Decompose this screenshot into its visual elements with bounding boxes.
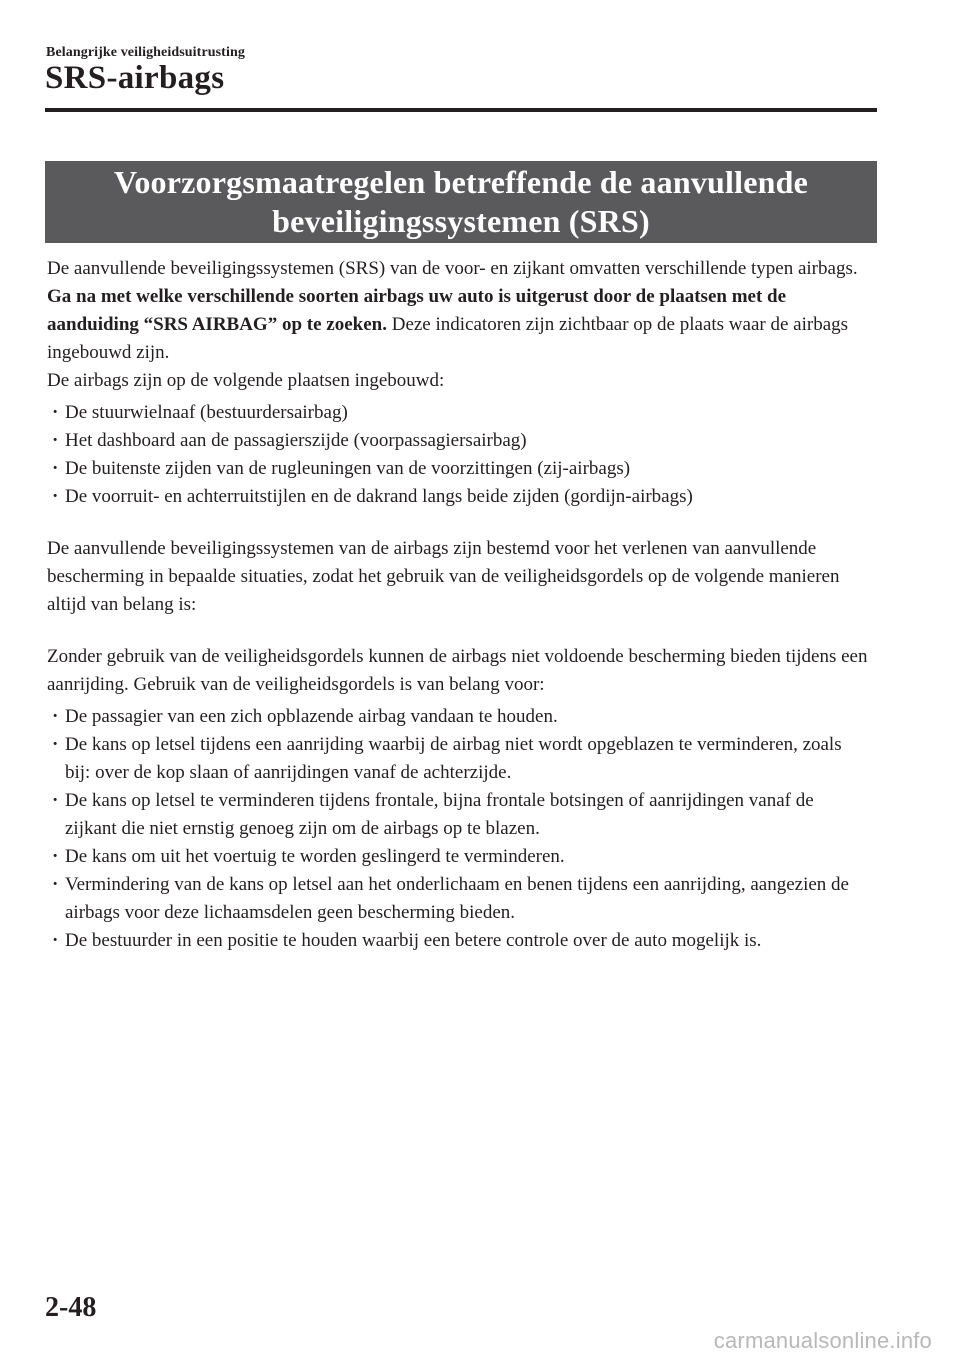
list-item [47, 843, 869, 871]
intro-text: De aanvullende beveiligingssystemen (SRS) van de voor- en zijkant omvatten verschillende typen airbags. [47, 258, 858, 279]
header-divider [45, 108, 877, 112]
page-number: 2-48 [45, 1292, 97, 1323]
banner-line-1: Voorzorgsmaatregelen betreffende de aanvullende [113, 164, 809, 200]
list-item-text: De kans om uit het voertuig te worden geslingerd te verminderen. [65, 846, 565, 867]
intro-text-end: Deze indicatoren zijn zichtbaar op de plaats waar de airbags ingebouwd zijn. [47, 314, 849, 363]
bullet-icon: · [52, 458, 59, 479]
bullet-icon: · [52, 430, 59, 451]
list-item-text: De voorruit- en achterruitstijlen en de dakrand langs beide zijden (gordijn-airbags) [65, 486, 693, 507]
bullet-icon: · [52, 790, 59, 811]
bullet-icon: · [52, 930, 59, 951]
list-item-text: De passagier van een zich opblazende airbag vandaan te houden. [65, 706, 558, 727]
list-item-text: Het dashboard aan de passagierszijde (voorpassagiersairbag) [65, 430, 527, 451]
list-item [47, 731, 869, 787]
bullet-icon: · [52, 706, 59, 727]
page-title: SRS-airbags [45, 60, 225, 96]
list-item-text: De buitenste zijden van de rugleuningen van de voorzittingen (zij-airbags) [65, 458, 631, 479]
list-item [47, 787, 869, 843]
watermark: carmanualsonline.info [713, 1328, 932, 1353]
list-item-text: De stuurwielnaaf (bestuurdersairbag) [65, 402, 348, 423]
content-body [47, 255, 869, 955]
list-item-text: De bestuurder in een positie te houden waarbij een betere controle over de auto mogelijk is. [65, 930, 762, 951]
bullet-icon: · [52, 486, 59, 507]
bullet-icon: · [52, 874, 59, 895]
reasons-list [47, 703, 869, 955]
intro-bold-text: Ga na met welke verschillende soorten airbags uw auto is uitgerust door de plaatsen met de aanduiding “SRS AIRBAG” op te zoeken. [47, 286, 787, 335]
locations-lead: De airbags zijn op de volgende plaatsen ingebouwd: [47, 370, 445, 391]
list-item [47, 483, 869, 511]
list-item-text: Vermindering van de kans op letsel aan het onderlichaam en benen tijdens een aanrijding, aangezien de airbags voor deze lichaamsdelen geen bescherming bieden. [65, 874, 849, 923]
bullet-icon: · [52, 734, 59, 755]
list-item [47, 399, 869, 427]
bullet-icon: · [52, 846, 59, 867]
spacer [47, 619, 869, 643]
list-item [47, 871, 869, 927]
list-item [47, 703, 869, 731]
list-item-text: De kans op letsel te verminderen tijdens frontale, bijna frontale botsingen of aanrijdingen vanaf de zijkant die niet ernstig genoeg zijn om de airbags op te blazen. [65, 790, 814, 839]
section-label: Belangrijke veiligheidsuitrusting [46, 45, 245, 60]
list-item-text: De kans op letsel tijdens een aanrijding waarbij de airbag niet wordt opgeblazen te verminderen, zoals bij: over de kop slaan of aanrijdingen vanaf de achterzijde. [65, 734, 842, 783]
banner-line-2: beveiligingssystemen (SRS) [272, 203, 650, 239]
bullet-icon: · [52, 402, 59, 423]
intro-paragraph [47, 255, 869, 367]
section-banner [45, 161, 877, 243]
spacer [47, 511, 869, 535]
locations-list [47, 399, 869, 511]
paragraph-2: De aanvullende beveiligingssystemen van de airbags zijn bestemd voor het verlenen van aanvullende bescherming in bepaalde situaties, zodat het gebruik van de veiligheidsgordels op de volgende manieren altijd van belang is: [47, 538, 840, 615]
list-item [47, 927, 869, 955]
list-item [47, 427, 869, 455]
list-item [47, 455, 869, 483]
paragraph-3: Zonder gebruik van de veiligheidsgordels kunnen de airbags niet voldoende bescherming bieden tijdens een aanrijding. Gebruik van de veiligheidsgordels is van belang voor: [47, 646, 868, 695]
